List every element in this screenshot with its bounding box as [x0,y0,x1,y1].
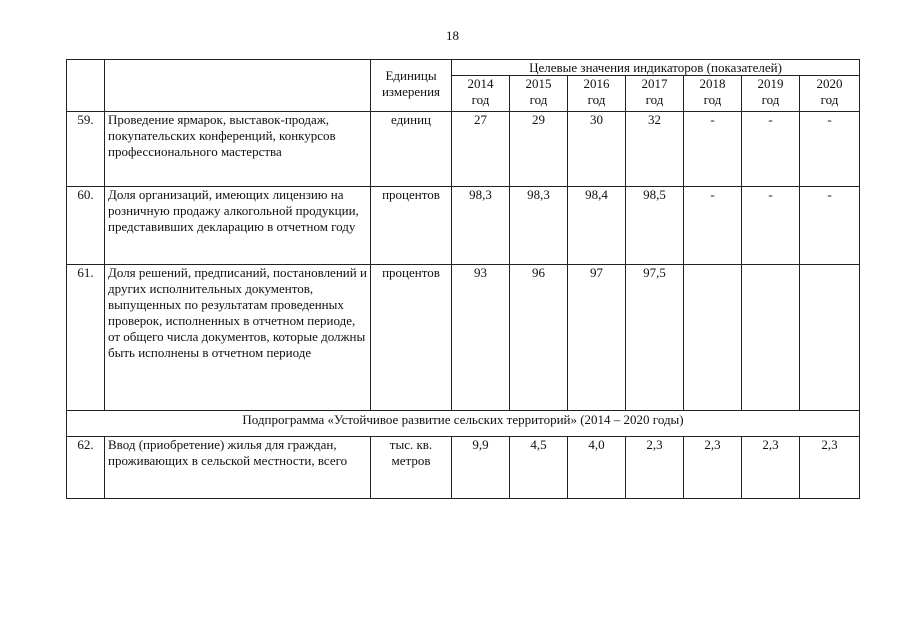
subprogram-title: Подпрограмма «Устойчивое развитие сельских территорий» (2014 – 2020 годы) [67,411,860,437]
value-2019: 2,3 [742,437,800,499]
indicator-description: Доля организаций, имеющих лицензию на розничную продажу алкогольной продукции, представивших декларацию в отчетном году [105,187,371,265]
value-2014: 27 [452,112,510,187]
row-number: 61. [67,265,105,411]
value-2017: 32 [626,112,684,187]
value-2016: 98,4 [568,187,626,265]
header-desc-cell [105,60,371,112]
indicator-description: Проведение ярмарок, выставок-продаж, покупательских конференций, конкурсов профессионального мастерства [105,112,371,187]
value-2017: 98,5 [626,187,684,265]
value-2020 [800,265,860,411]
table-row [67,112,860,187]
value-2018: 2,3 [684,437,742,499]
year-header-2017: 2017 год [626,76,684,112]
indicator-unit: тыс. кв. метров [371,437,452,499]
value-2019: - [742,187,800,265]
row-number: 60. [67,187,105,265]
indicator-unit: процентов [371,187,452,265]
table-row [67,437,860,499]
value-2018: - [684,112,742,187]
value-2016: 97 [568,265,626,411]
value-2018 [684,265,742,411]
value-2017: 2,3 [626,437,684,499]
value-2020: - [800,112,860,187]
value-2018: - [684,187,742,265]
header-row-1 [67,60,860,76]
value-2015: 96 [510,265,568,411]
row-number: 59. [67,112,105,187]
subprogram-row [67,411,860,437]
value-2015: 29 [510,112,568,187]
year-header-2020: 2020 год [800,76,860,112]
value-2016: 4,0 [568,437,626,499]
value-2015: 4,5 [510,437,568,499]
indicators-table [66,59,860,499]
table-row [67,187,860,265]
indicator-unit: единиц [371,112,452,187]
indicator-unit: процентов [371,265,452,411]
value-2019 [742,265,800,411]
value-2020: - [800,187,860,265]
unit-header-label: Единицы измерения [381,68,441,99]
year-header-2019: 2019 год [742,76,800,112]
value-2014: 98,3 [452,187,510,265]
value-2019: - [742,112,800,187]
row-number: 62. [67,437,105,499]
year-header-2018: 2018 год [684,76,742,112]
header-num-cell [67,60,105,112]
year-header-2015: 2015 год [510,76,568,112]
indicator-description: Ввод (приобретение) жилья для граждан, проживающих в сельской местности, всего [105,437,371,499]
value-2016: 30 [568,112,626,187]
target-values-header: Целевые значения индикаторов (показателей) [452,60,860,76]
year-header-2016: 2016 год [568,76,626,112]
value-2020: 2,3 [800,437,860,499]
table-row [67,265,860,411]
value-2014: 9,9 [452,437,510,499]
page-number: 18 [446,28,459,43]
value-2015: 98,3 [510,187,568,265]
value-2017: 97,5 [626,265,684,411]
year-header-2014: 2014 год [452,76,510,112]
indicator-description: Доля решений, предписаний, постановлений и других исполнительных документов, выпущенных по результатам проведенных проверок, исполненных в отчетном периоде, от общего числа документов, которые должны быть исполнены в отчетном периоде [105,265,371,411]
value-2014: 93 [452,265,510,411]
header-unit-cell [371,60,452,112]
